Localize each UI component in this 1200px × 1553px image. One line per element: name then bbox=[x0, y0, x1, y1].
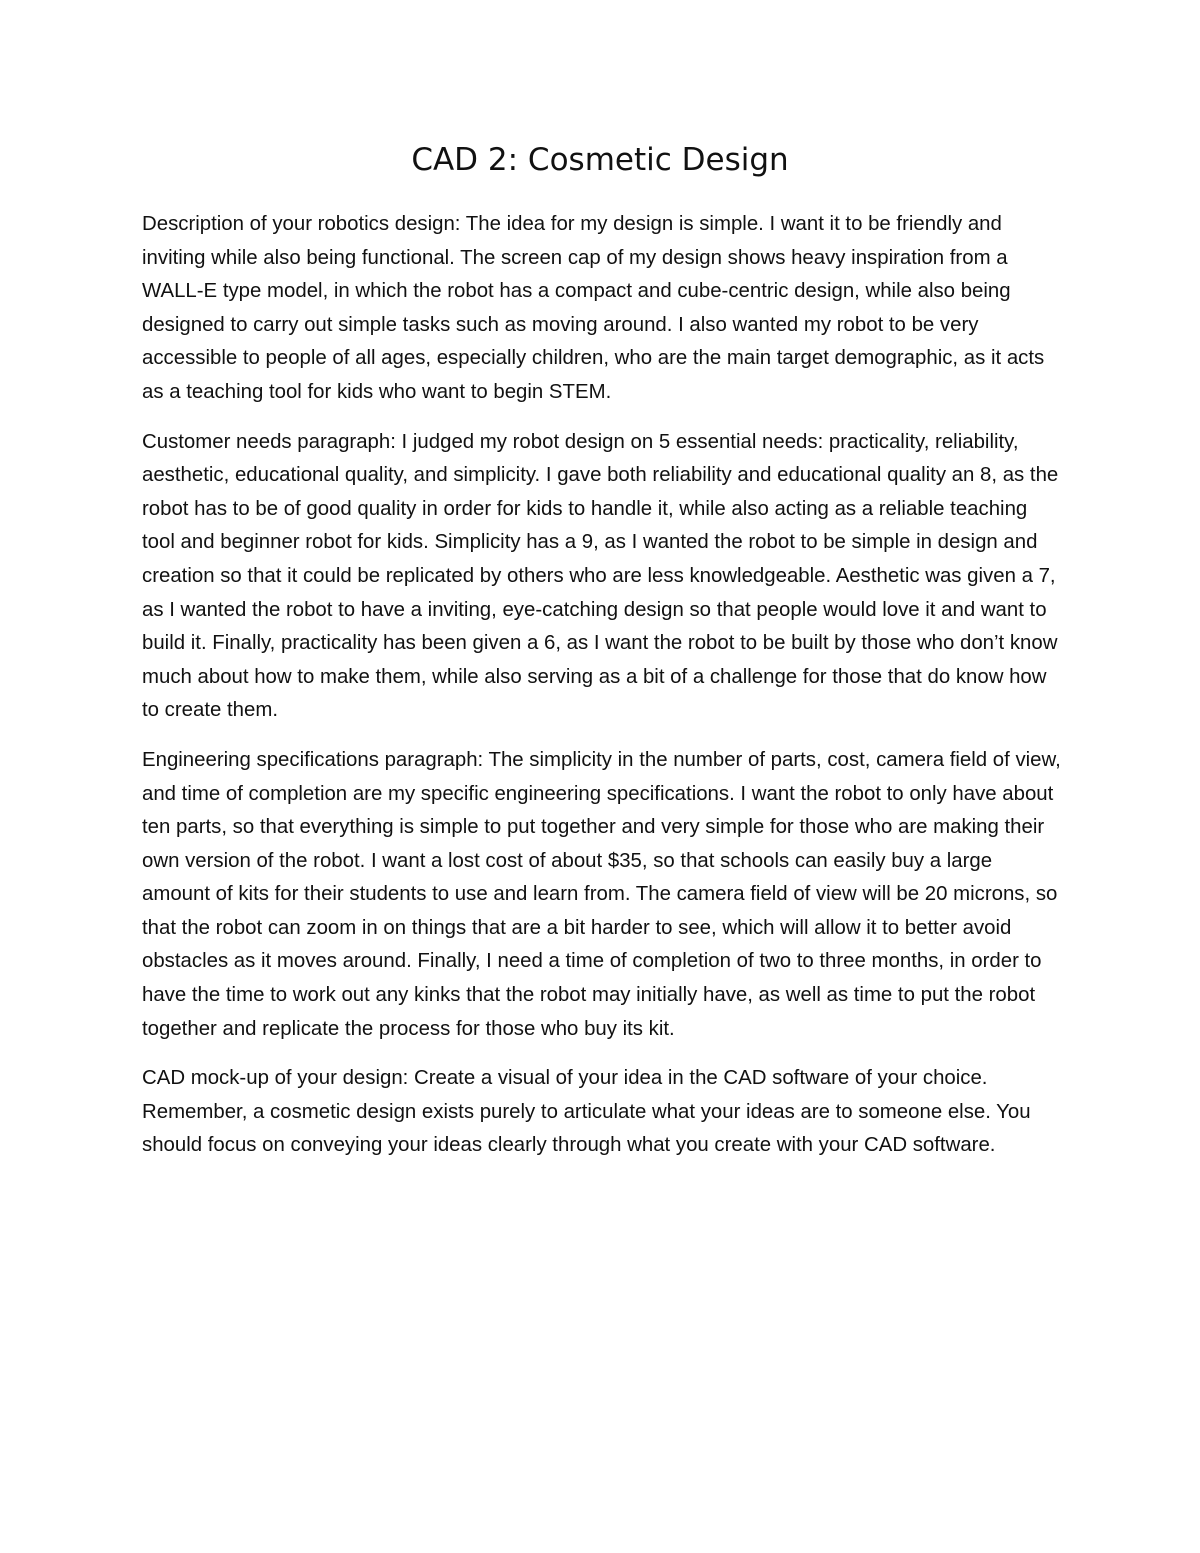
document-body bbox=[142, 208, 1062, 1179]
paragraph-customer-needs: Customer needs paragraph: I judged my robot design on 5 essential needs: practicality, reliability, aesthetic, educational quality, and simplicity. I gave both reliability and educational quality an 8, as the robot has to be of good quality in order for kids to handle it, while also acting as a reliable teaching tool and beginner robot for kids. Simplicity has a 9, as I wanted the robot to be simple in design and creation so that it could be replicated by others who are less knowledgeable. Aesthetic was given a 7, as I wanted the robot to have a inviting, eye-catching design so that people would love it and want to build it. Finally, practicality has been given a 6, as I want the robot to be built by those who don’t know much about how to make them, while also serving as a bit of a challenge for those that do know how to create them. bbox=[142, 430, 1059, 722]
document-title: CAD 2: Cosmetic Design bbox=[411, 142, 789, 178]
paragraph-engineering-specifications: Engineering specifications paragraph: The simplicity in the number of parts, cost, camera field of view, and time of completion are my specific engineering specifications. I want the robot to only have about ten parts, so that everything is simple to put together and very simple for those who are making their own version of the robot. I want a lost cost of about $35, so that schools can easily buy a large amount of kits for their students to use and learn from. The camera field of view will be 20 microns, so that the robot can zoom in on things that are a bit harder to see, which will allow it to better avoid obstacles as it moves around. Finally, I need a time of completion of two to three months, in order to have the time to work out any kinks that the robot may initially have, as well as time to put the robot together and replicate the process for those who buy its kit. bbox=[142, 748, 1061, 1040]
paragraph-cad-mockup: CAD mock-up of your design: Create a visual of your idea in the CAD software of your choice. Remember, a cosmetic design exists purely to articulate what your ideas are to someone else. You should focus on conveying your ideas clearly through what you create with your CAD software. bbox=[142, 1067, 1031, 1157]
paragraph-robot-description: Description of your robotics design: The idea for my design is simple. I want it to be friendly and inviting while also being functional. The screen cap of my design shows heavy inspiration from a WALL-E type model, in which the robot has a compact and cube-centric design, while also being designed to carry out simple tasks such as moving around. I also wanted my robot to be very accessible to people of all ages, especially children, who are the main target demographic, as it acts as a teaching tool for kids who want to begin STEM. bbox=[142, 213, 1045, 403]
